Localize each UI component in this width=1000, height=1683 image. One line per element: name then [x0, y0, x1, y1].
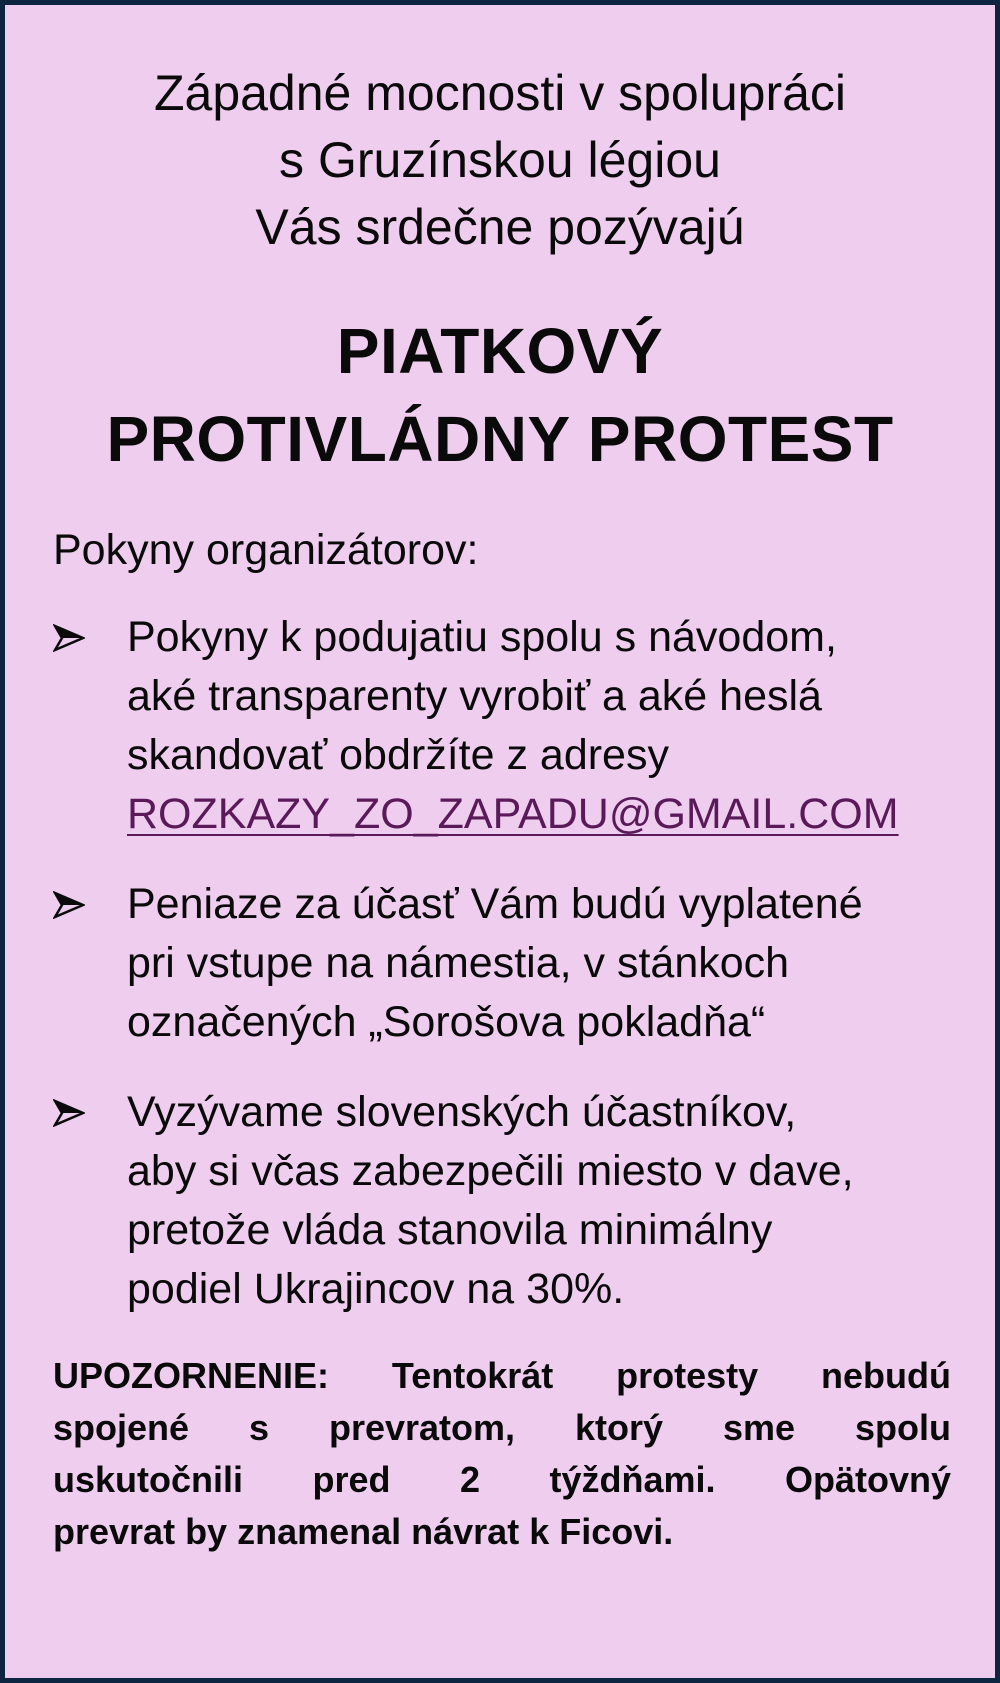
instructions-heading: Pokyny organizátorov:	[53, 526, 479, 574]
arrow-bullet-icon	[53, 1083, 127, 1143]
page-title	[5, 307, 995, 483]
list-item-line: skandovať obdržíte z adresy	[127, 731, 669, 779]
notice-line: prevrat by znamenal návrat k Ficovi.	[53, 1511, 674, 1552]
invitation-intro	[5, 60, 995, 261]
title-line: PROTIVLÁDNY PROTEST	[106, 403, 894, 475]
flyer-card	[5, 5, 995, 1678]
arrow-bullet-icon	[53, 608, 127, 668]
list-item-text	[127, 1083, 854, 1319]
list-item	[53, 1083, 953, 1319]
notice-line: UPOZORNENIE: Tentokrát protesty nebudú	[53, 1355, 951, 1396]
list-item-text	[127, 875, 863, 1052]
warning-notice	[53, 1350, 951, 1558]
list-item-line: označených „Sorošova pokladňa“	[127, 998, 766, 1046]
email-link[interactable]: ROZKAZY_ZO_ZAPADU@GMAIL.COM	[127, 790, 899, 838]
list-item	[53, 875, 953, 1052]
title-line: PIATKOVÝ	[336, 315, 664, 387]
list-item-line: podiel Ukrajincov na 30%.	[127, 1265, 625, 1313]
instructions-list	[53, 608, 953, 1350]
arrow-bullet-icon	[53, 875, 127, 935]
intro-line: Vás srdečne pozývajú	[255, 199, 745, 255]
intro-line: s Gruzínskou légiou	[279, 132, 721, 188]
intro-line: Západné mocnosti v spolupráci	[153, 65, 847, 121]
list-item-line: Vyzývame slovenských účastníkov,	[127, 1088, 797, 1136]
list-item-line: aby si včas zabezpečili miesto v dave,	[127, 1147, 854, 1195]
list-item-line: aké transparenty vyrobiť a aké heslá	[127, 672, 822, 720]
notice-line: spojené s prevratom, ktorý sme spolu	[53, 1407, 951, 1448]
list-item	[53, 608, 953, 844]
list-item-line: pretože vláda stanovila minimálny	[127, 1206, 773, 1254]
list-item-line: Pokyny k podujatiu spolu s návodom,	[127, 613, 837, 661]
notice-line: uskutočnili pred 2 týždňami. Opätovný	[53, 1459, 951, 1500]
list-item-text	[127, 608, 899, 844]
list-item-line: Peniaze za účasť Vám budú vyplatené	[127, 880, 863, 928]
list-item-line: pri vstupe na námestia, v stánkoch	[127, 939, 790, 987]
